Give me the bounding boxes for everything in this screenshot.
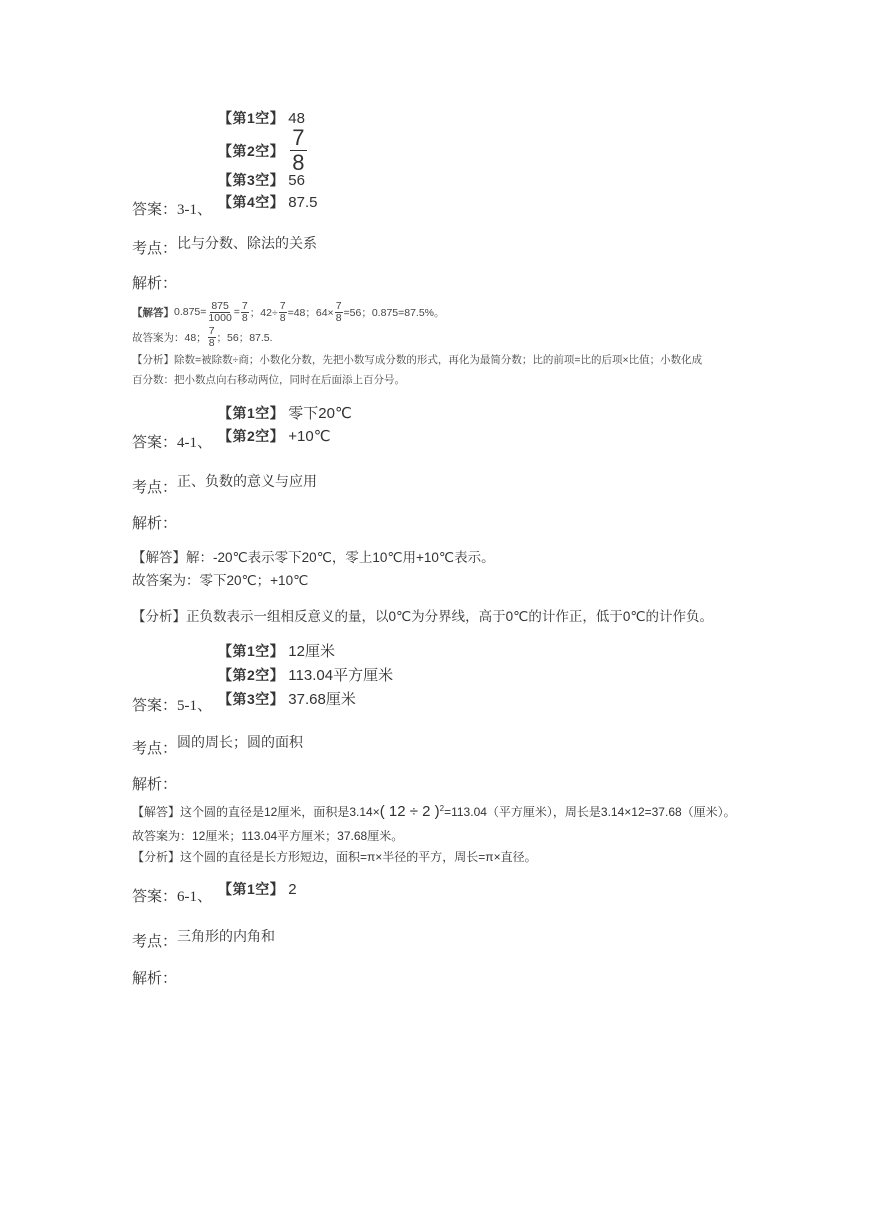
q3-analysis-line-2: 百分数：把小数点向右移动两位，同时在后面添上百分号。 xyxy=(132,374,405,386)
q6-kaodian-label: 考点： xyxy=(132,934,178,950)
q5-solution-line: 【解答】这个圆的直径是12厘米，面积是3.14×( 12 ÷ 2 )$^2$=113.04（平方厘米），周长是3.14×12=37.68（厘米）。 xyxy=(132,803,736,820)
q3-blank-4: 【第4空】 87.5 xyxy=(218,194,318,211)
q3-kaodian-label: 考点： xyxy=(132,241,178,257)
q6-blank-1: 【第1空】 2 xyxy=(218,881,297,898)
q4-jiexi-label: 解析： xyxy=(132,516,178,532)
q3-solution-line: 【解答】 0.875= $\frac{875}{1000}$ = $\frac{7}{8}$ ；42÷ $\frac{7}{8}$ =48；64× $\frac{7}{8}$ =56；0.875=87.5%。 xyxy=(132,300,445,324)
q3-blank-3: 【第3空】 56 xyxy=(218,172,305,189)
q5-blank-2: 【第2空】 113.04平方厘米 xyxy=(218,667,394,684)
fraction-7-8-a: $\frac{7}{8}$ xyxy=(241,300,248,324)
fraction-7-8-c: $\frac{7}{8}$ xyxy=(335,300,342,324)
q3-analysis-line-1: 【分析】除数=被除数÷商；小数化分数，先把小数写成分数的形式，再化为最简分数；比的前项=比的后项×比值；小数化成 xyxy=(132,354,703,366)
q3-blank-1: 【第1空】 48 xyxy=(218,110,305,127)
q4-solution-line-1: 【解答】解：-20℃表示零下20℃，零上10℃用+10℃表示。 xyxy=(132,550,495,565)
q4-blank-1: 【第1空】 零下20℃ xyxy=(218,405,352,422)
q5-answer-label: 答案：5-1、 xyxy=(132,698,213,714)
q3-blank-2: 【第2空】 $\frac{7}{8}$ xyxy=(218,125,305,175)
q5-blank-3: 【第3空】 37.68厘米 xyxy=(218,691,356,708)
q4-analysis: 【分析】正负数表示一组相反意义的量，以0℃为分界线，高于0℃的计作正，低于0℃的计作负。 xyxy=(132,609,714,624)
q5-kaodian-label: 考点： xyxy=(132,741,178,757)
q3-jiexi-label: 解析： xyxy=(132,276,178,292)
q3-answer-line: 故答案为：48； $\frac{7}{8}$ ；56；87.5. xyxy=(132,325,273,349)
q5-analysis: 【分析】这个圆的直径是长方形短边，面积=π×半径的平方，周长=π×直径。 xyxy=(132,850,537,864)
q3-kaodian-text: 比与分数、除法的关系 xyxy=(177,235,317,251)
fraction-seven-eighths: $\frac{7}{8}$ xyxy=(292,125,305,175)
q5-jiexi-label: 解析： xyxy=(132,777,178,793)
q4-kaodian-label: 考点： xyxy=(132,480,178,496)
q6-jiexi-label: 解析： xyxy=(132,971,178,987)
q3-answer-label: 答案：3-1、 xyxy=(132,202,213,218)
q4-solution-line-2: 故答案为：零下20℃；+10℃ xyxy=(132,573,309,588)
fraction-875-1000: $\frac{875}{1000}$ xyxy=(208,300,232,324)
q6-answer-label: 答案：6-1、 xyxy=(132,889,213,905)
q4-answer-label: 答案：4-1、 xyxy=(132,435,213,451)
q5-kaodian-text: 圆的周长；圆的面积 xyxy=(177,734,303,750)
q4-kaodian-text: 正、负数的意义与应用 xyxy=(177,473,317,489)
q5-blank-1: 【第1空】 12厘米 xyxy=(218,643,335,660)
fraction-7-8-d: $\frac{7}{8}$ xyxy=(208,325,215,349)
q5-answer-line: 故答案为：12厘米；113.04平方厘米；37.68厘米。 xyxy=(132,829,404,843)
fraction-7-8-b: $\frac{7}{8}$ xyxy=(279,300,286,324)
q4-blank-2: 【第2空】 +10℃ xyxy=(218,428,331,445)
q6-kaodian-text: 三角形的内角和 xyxy=(177,928,275,944)
